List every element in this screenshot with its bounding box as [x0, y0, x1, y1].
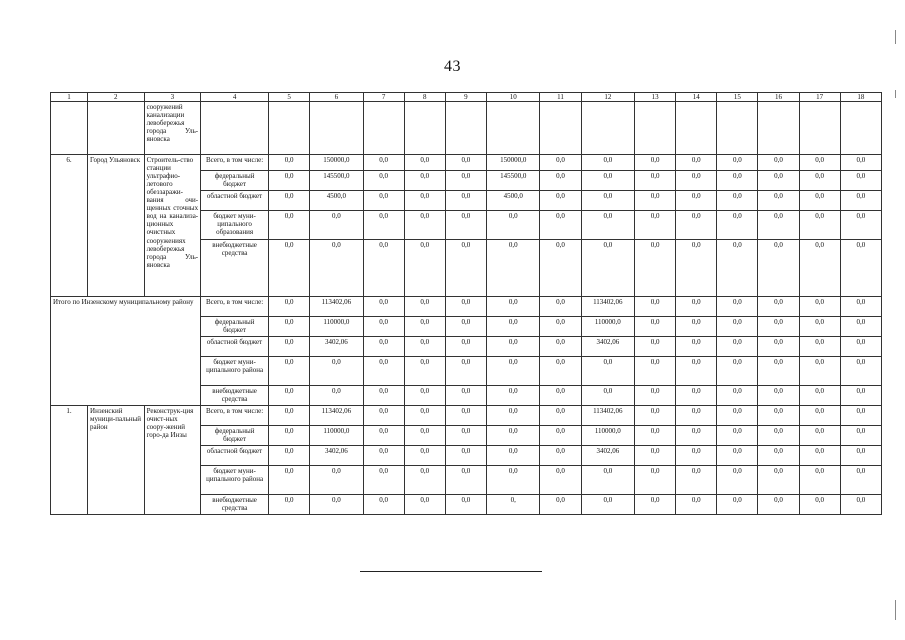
amount-cell: 3402,06	[310, 337, 363, 357]
amount-cell: 0,0	[310, 495, 363, 515]
funding-source: Всего, в том числе:	[201, 406, 269, 426]
amount-cell: 0,0	[840, 466, 881, 495]
amount-cell: 0,0	[840, 426, 881, 446]
column-number-row	[51, 93, 882, 102]
district-name: Город Ульяновск	[88, 155, 145, 297]
amount-cell: 0,0	[840, 317, 881, 337]
amount-cell: 0,0	[310, 357, 363, 386]
funding-source: внебюджетные средства	[201, 495, 269, 515]
amount-cell: 0,0	[676, 191, 717, 211]
amount-cell: 0,0	[540, 426, 581, 446]
column-number: 3	[144, 93, 201, 102]
district-name: Инзенский муници-пальный район	[88, 406, 145, 515]
amount-cell: 0,0	[717, 426, 758, 446]
amount-cell: 0,0	[799, 466, 840, 495]
amount-cell: 0,0	[717, 211, 758, 240]
amount-cell: 0,0	[717, 191, 758, 211]
amount-cell: 0,0	[635, 211, 676, 240]
amount-cell: 0,0	[445, 386, 486, 406]
amount-cell: 0,0	[269, 191, 310, 211]
amount-cell: 0,0	[269, 406, 310, 426]
amount-cell: 0,0	[363, 446, 404, 466]
amount-cell: 0,0	[635, 495, 676, 515]
amount-cell: 0,0	[540, 155, 581, 171]
budget-table	[50, 92, 882, 515]
column-number: 7	[363, 93, 404, 102]
item-number: 1.	[51, 406, 88, 515]
amount-cell: 0,0	[799, 495, 840, 515]
amount-cell: 145500,0	[486, 171, 539, 191]
amount-cell: 0,0	[404, 386, 445, 406]
amount-cell: 0,0	[363, 171, 404, 191]
amount-cell: 0,0	[676, 337, 717, 357]
amount-cell: 0,0	[445, 155, 486, 171]
amount-cell: 0,0	[799, 386, 840, 406]
funding-source: внебюджетные средства	[201, 240, 269, 297]
amount-cell: 0,0	[758, 406, 799, 426]
funding-source: федеральный бюджет	[201, 171, 269, 191]
amount-cell: 110000,0	[581, 317, 634, 337]
amount-cell: 0,0	[404, 357, 445, 386]
amount-cell: 0,0	[676, 357, 717, 386]
amount-cell: 0,0	[363, 240, 404, 297]
amount-cell: 0,0	[717, 155, 758, 171]
amount-cell: 0,0	[758, 297, 799, 317]
amount-cell: 0,0	[676, 317, 717, 337]
amount-cell: 0,0	[269, 240, 310, 297]
amount-cell: 0,0	[799, 337, 840, 357]
column-number: 5	[269, 93, 310, 102]
amount-cell: 0,0	[363, 426, 404, 446]
amount-cell: 0,0	[676, 211, 717, 240]
amount-cell: 0,0	[445, 211, 486, 240]
amount-cell: 0,0	[758, 357, 799, 386]
funding-source: областной бюджет	[201, 337, 269, 357]
funding-source: бюджет муни-ципального образования	[201, 211, 269, 240]
amount-cell: 0,0	[445, 297, 486, 317]
amount-cell: 0,0	[540, 171, 581, 191]
amount-cell: 0,0	[363, 317, 404, 337]
amount-cell: 0,0	[758, 495, 799, 515]
amount-cell: 0,0	[404, 297, 445, 317]
amount-cell: 0,0	[758, 191, 799, 211]
amount-cell: 0,0	[799, 426, 840, 446]
amount-cell: 0,0	[799, 211, 840, 240]
amount-cell: 0,0	[445, 317, 486, 337]
amount-cell: 0,0	[404, 211, 445, 240]
amount-cell: 0,0	[269, 211, 310, 240]
table-row	[51, 406, 882, 426]
amount-cell: 0,0	[799, 155, 840, 171]
amount-cell: 0,0	[363, 466, 404, 495]
amount-cell: 0,0	[445, 191, 486, 211]
amount-cell: 113402,06	[581, 406, 634, 426]
amount-cell: 0,0	[310, 466, 363, 495]
amount-cell: 0,0	[540, 240, 581, 297]
amount-cell: 110000,0	[310, 317, 363, 337]
amount-cell: 0,0	[799, 191, 840, 211]
amount-cell: 0,0	[840, 495, 881, 515]
amount-cell: 0,0	[486, 297, 539, 317]
amount-cell: 0,0	[445, 357, 486, 386]
amount-cell: 0,0	[445, 495, 486, 515]
amount-cell: 0,0	[363, 495, 404, 515]
amount-cell: 0,0	[717, 297, 758, 317]
column-number: 9	[445, 93, 486, 102]
amount-cell: 0,0	[840, 191, 881, 211]
amount-cell: 0,0	[840, 155, 881, 171]
amount-cell: 0,0	[635, 171, 676, 191]
funding-source: федеральный бюджет	[201, 426, 269, 446]
funding-source: федеральный бюджет	[201, 317, 269, 337]
measure-description: Реконструк-ция очист-ных соору-жений горо-да Инзы	[144, 406, 201, 515]
amount-cell: 0,0	[269, 386, 310, 406]
funding-source: областной бюджет	[201, 191, 269, 211]
amount-cell: 0,0	[269, 317, 310, 337]
amount-cell: 150000,0	[486, 155, 539, 171]
amount-cell: 0,0	[676, 406, 717, 426]
column-number: 4	[201, 93, 269, 102]
amount-cell: 0,0	[676, 426, 717, 446]
column-number: 17	[799, 93, 840, 102]
amount-cell: 0,0	[758, 317, 799, 337]
amount-cell: 0,0	[540, 406, 581, 426]
amount-cell: 0,0	[445, 426, 486, 446]
scan-edge-marks	[895, 0, 899, 640]
item-number: 6.	[51, 155, 88, 297]
amount-cell: 0,0	[581, 466, 634, 495]
amount-cell: 0,	[486, 495, 539, 515]
amount-cell: 0,0	[269, 426, 310, 446]
amount-cell: 0,0	[717, 357, 758, 386]
column-number: 18	[840, 93, 881, 102]
amount-cell: 0,0	[758, 446, 799, 466]
funding-source: Всего, в том числе:	[201, 297, 269, 317]
amount-cell: 0,0	[363, 191, 404, 211]
amount-cell: 0,0	[581, 155, 634, 171]
amount-cell: 0,0	[799, 297, 840, 317]
amount-cell: 0,0	[635, 357, 676, 386]
amount-cell: 0,0	[758, 466, 799, 495]
amount-cell: 0,0	[540, 191, 581, 211]
amount-cell: 0,0	[404, 446, 445, 466]
amount-cell: 0,0	[404, 337, 445, 357]
amount-cell: 145500,0	[310, 171, 363, 191]
amount-cell: 0,0	[717, 446, 758, 466]
amount-cell: 0,0	[540, 466, 581, 495]
amount-cell: 0,0	[486, 426, 539, 446]
amount-cell: 3402,06	[581, 337, 634, 357]
amount-cell: 0,0	[635, 426, 676, 446]
amount-cell: 0,0	[581, 171, 634, 191]
column-number: 13	[635, 93, 676, 102]
amount-cell: 0,0	[840, 297, 881, 317]
amount-cell: 0,0	[676, 495, 717, 515]
amount-cell: 0,0	[758, 337, 799, 357]
bottom-rule	[360, 571, 542, 572]
amount-cell: 0,0	[486, 386, 539, 406]
amount-cell: 0,0	[676, 386, 717, 406]
amount-cell: 0,0	[635, 317, 676, 337]
amount-cell: 0,0	[404, 466, 445, 495]
amount-cell: 0,0	[840, 240, 881, 297]
amount-cell: 0,0	[269, 495, 310, 515]
amount-cell: 0,0	[540, 446, 581, 466]
continuation-row	[51, 102, 882, 155]
amount-cell: 0,0	[840, 386, 881, 406]
amount-cell: 0,0	[676, 240, 717, 297]
amount-cell: 0,0	[363, 406, 404, 426]
amount-cell: 0,0	[363, 211, 404, 240]
amount-cell: 3402,06	[581, 446, 634, 466]
funding-source: бюджет муни-ципального района	[201, 466, 269, 495]
amount-cell: 0,0	[676, 155, 717, 171]
amount-cell: 0,0	[486, 466, 539, 495]
amount-cell: 0,0	[581, 191, 634, 211]
table-row	[51, 297, 882, 317]
amount-cell: 0,0	[717, 406, 758, 426]
amount-cell: 0,0	[445, 406, 486, 426]
amount-cell: 0,0	[635, 446, 676, 466]
amount-cell: 0,0	[840, 211, 881, 240]
amount-cell: 0,0	[486, 446, 539, 466]
amount-cell: 0,0	[404, 406, 445, 426]
table-row	[51, 155, 882, 171]
column-number: 6	[310, 93, 363, 102]
amount-cell: 0,0	[758, 426, 799, 446]
amount-cell: 0,0	[635, 337, 676, 357]
amount-cell: 0,0	[581, 240, 634, 297]
amount-cell: 0,0	[540, 495, 581, 515]
amount-cell: 0,0	[404, 155, 445, 171]
amount-cell: 0,0	[635, 155, 676, 171]
total-label: Итого по Инзенскому муниципальному району	[51, 297, 201, 406]
amount-cell: 0,0	[758, 240, 799, 297]
amount-cell: 0,0	[404, 495, 445, 515]
column-number: 1	[51, 93, 88, 102]
amount-cell: 0,0	[717, 495, 758, 515]
amount-cell: 0,0	[486, 240, 539, 297]
amount-cell: 0,0	[269, 466, 310, 495]
amount-cell: 0,0	[635, 191, 676, 211]
column-number: 12	[581, 93, 634, 102]
amount-cell: 0,0	[840, 357, 881, 386]
amount-cell: 0,0	[445, 337, 486, 357]
amount-cell: 0,0	[269, 337, 310, 357]
amount-cell: 0,0	[840, 171, 881, 191]
amount-cell: 0,0	[310, 211, 363, 240]
page-number: 43	[444, 58, 461, 75]
amount-cell: 3402,06	[310, 446, 363, 466]
amount-cell: 0,0	[540, 337, 581, 357]
amount-cell: 0,0	[758, 155, 799, 171]
amount-cell: 0,0	[486, 406, 539, 426]
amount-cell: 0,0	[758, 211, 799, 240]
amount-cell: 0,0	[799, 446, 840, 466]
amount-cell: 0,0	[486, 337, 539, 357]
amount-cell: 0,0	[676, 466, 717, 495]
amount-cell: 0,0	[540, 357, 581, 386]
amount-cell: 0,0	[799, 240, 840, 297]
amount-cell: 0,0	[635, 406, 676, 426]
amount-cell: 0,0	[799, 317, 840, 337]
amount-cell: 0,0	[540, 297, 581, 317]
amount-cell: 0,0	[363, 297, 404, 317]
column-number: 11	[540, 93, 581, 102]
amount-cell: 0,0	[581, 357, 634, 386]
amount-cell: 0,0	[486, 211, 539, 240]
amount-cell: 0,0	[676, 297, 717, 317]
funding-source: бюджет муни-ципального района	[201, 357, 269, 386]
amount-cell: 0,0	[840, 337, 881, 357]
amount-cell: 0,0	[799, 171, 840, 191]
amount-cell: 0,0	[799, 357, 840, 386]
amount-cell: 0,0	[717, 171, 758, 191]
amount-cell: 0,0	[310, 386, 363, 406]
amount-cell: 0,0	[717, 317, 758, 337]
amount-cell: 0,0	[717, 386, 758, 406]
amount-cell: 0,0	[581, 386, 634, 406]
amount-cell: 113402,06	[310, 406, 363, 426]
amount-cell: 0,0	[676, 446, 717, 466]
column-number: 8	[404, 93, 445, 102]
column-number: 14	[676, 93, 717, 102]
amount-cell: 0,0	[717, 466, 758, 495]
amount-cell: 4500,0	[310, 191, 363, 211]
amount-cell: 0,0	[581, 211, 634, 240]
amount-cell: 0,0	[445, 446, 486, 466]
amount-cell: 0,0	[581, 495, 634, 515]
amount-cell: 0,0	[445, 171, 486, 191]
amount-cell: 113402,06	[581, 297, 634, 317]
amount-cell: 0,0	[799, 406, 840, 426]
amount-cell: 0,0	[540, 317, 581, 337]
amount-cell: 0,0	[404, 426, 445, 446]
column-number: 2	[88, 93, 145, 102]
column-number: 16	[758, 93, 799, 102]
amount-cell: 0,0	[363, 357, 404, 386]
amount-cell: 110000,0	[310, 426, 363, 446]
amount-cell: 150000,0	[310, 155, 363, 171]
amount-cell: 0,0	[363, 386, 404, 406]
measure-description: Строитель-ство станции ультрафио-летового обеззаражи-вания очи-щенных сточных вод на канализа-ционных очистных сооружениях левобережья города Уль-яновска	[144, 155, 201, 297]
amount-cell: 0,0	[445, 466, 486, 495]
amount-cell: 0,0	[269, 155, 310, 171]
amount-cell: 0,0	[486, 317, 539, 337]
amount-cell: 0,0	[840, 406, 881, 426]
amount-cell: 0,0	[269, 446, 310, 466]
amount-cell: 113402,06	[310, 297, 363, 317]
column-number: 15	[717, 93, 758, 102]
amount-cell: 0,0	[540, 386, 581, 406]
amount-cell: 0,0	[635, 297, 676, 317]
amount-cell: 0,0	[363, 155, 404, 171]
amount-cell: 0,0	[635, 386, 676, 406]
amount-cell: 0,0	[363, 337, 404, 357]
amount-cell: 0,0	[404, 317, 445, 337]
column-number: 10	[486, 93, 539, 102]
funding-source: областной бюджет	[201, 446, 269, 466]
amount-cell: 0,0	[676, 171, 717, 191]
funding-source: Всего, в том числе:	[201, 155, 269, 171]
amount-cell: 0,0	[269, 297, 310, 317]
amount-cell: 0,0	[840, 446, 881, 466]
amount-cell: 0,0	[717, 337, 758, 357]
amount-cell: 0,0	[635, 466, 676, 495]
amount-cell: 110000,0	[581, 426, 634, 446]
amount-cell: 0,0	[540, 211, 581, 240]
funding-source: внебюджетные средства	[201, 386, 269, 406]
amount-cell: 0,0	[486, 357, 539, 386]
amount-cell: 0,0	[404, 191, 445, 211]
amount-cell: 0,0	[404, 240, 445, 297]
amount-cell: 0,0	[445, 240, 486, 297]
amount-cell: 0,0	[310, 240, 363, 297]
measure-description: сооружений канализации левобережья города Уль-яновска	[144, 102, 201, 155]
amount-cell: 4500,0	[486, 191, 539, 211]
amount-cell: 0,0	[269, 171, 310, 191]
amount-cell: 0,0	[758, 171, 799, 191]
amount-cell: 0,0	[758, 386, 799, 406]
amount-cell: 0,0	[269, 357, 310, 386]
amount-cell: 0,0	[404, 171, 445, 191]
amount-cell: 0,0	[635, 240, 676, 297]
amount-cell: 0,0	[717, 240, 758, 297]
